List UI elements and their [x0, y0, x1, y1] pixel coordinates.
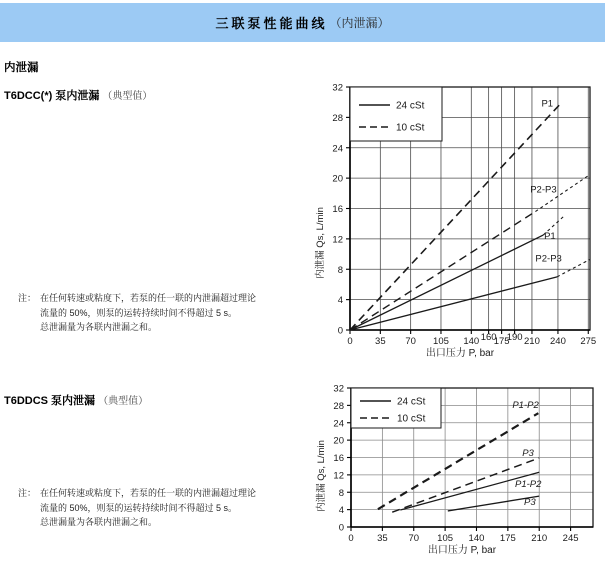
svg-text:32: 32: [333, 383, 344, 395]
svg-text:24 cSt: 24 cSt: [396, 100, 425, 112]
chart1-heading-bold: T6DCC(*) 泵内泄漏: [4, 90, 100, 102]
note-line: 在任何转速或粘度下，若泵的任一联的内泄漏超过理论: [40, 293, 257, 303]
svg-text:10 cSt: 10 cSt: [396, 122, 425, 134]
note-2-label: 注：: [18, 488, 37, 498]
svg-text:出口压力 P, bar: 出口压力 P, bar: [425, 348, 495, 359]
chart1-heading-suffix: （典型值）: [102, 91, 153, 102]
note-line: 流量的 50%，则泵的运转持续时间不得超过 5 s。: [40, 502, 238, 513]
note-line: 在任何转速或粘度下，若泵的任一联的内泄漏超过理论: [40, 488, 257, 498]
svg-text:190: 190: [506, 332, 523, 343]
svg-text:28: 28: [332, 112, 343, 124]
svg-text:0: 0: [337, 325, 343, 337]
note-2-lines: [40, 486, 256, 530]
svg-text:出口压力 P, bar: 出口压力 P, bar: [427, 545, 497, 556]
svg-text:175: 175: [499, 533, 516, 544]
svg-text:70: 70: [405, 336, 416, 347]
svg-text:24 cSt: 24 cSt: [397, 396, 426, 408]
svg-text:内泄漏 Qs, L/min: 内泄漏 Qs, L/min: [315, 207, 326, 279]
svg-text:P1: P1: [544, 230, 556, 242]
note-1-lines: [40, 291, 256, 335]
svg-text:P2-P3: P2-P3: [530, 184, 557, 196]
svg-text:8: 8: [338, 487, 344, 499]
svg-text:8: 8: [337, 264, 343, 276]
page-title: 三联泵性能曲线: [215, 16, 328, 31]
svg-text:12: 12: [332, 234, 343, 246]
svg-text:24: 24: [332, 143, 343, 155]
svg-text:20: 20: [332, 173, 343, 185]
svg-text:P1: P1: [541, 98, 554, 110]
note-line: 总泄漏量为各联内泄漏之和。: [40, 517, 158, 527]
svg-text:16: 16: [333, 453, 344, 464]
svg-text:140: 140: [468, 533, 485, 544]
svg-text:P3: P3: [522, 447, 534, 459]
svg-text:12: 12: [333, 470, 344, 482]
svg-text:P1-P2: P1-P2: [515, 479, 542, 491]
chart2-heading-bold: T6DDCS 泵内泄漏: [4, 395, 96, 407]
svg-text:P3: P3: [523, 496, 536, 508]
svg-text:32: 32: [332, 82, 343, 94]
svg-text:105: 105: [437, 533, 454, 544]
svg-text:105: 105: [433, 336, 449, 347]
svg-text:4: 4: [337, 295, 343, 307]
svg-text:0: 0: [347, 336, 353, 347]
svg-text:210: 210: [524, 336, 540, 347]
t6ddcs-leakage-chart: [312, 378, 605, 563]
note-line: 流量的 50%，则泵的运转持续时间不得超过 5 s。: [40, 307, 238, 318]
svg-text:20: 20: [333, 435, 344, 447]
chart2-heading-suffix: （典型值）: [98, 396, 149, 407]
svg-text:24: 24: [333, 418, 344, 430]
note-2: [18, 486, 256, 530]
svg-text:275: 275: [580, 336, 597, 347]
svg-text:210: 210: [531, 533, 548, 544]
svg-text:内泄漏 Qs, L/min: 内泄漏 Qs, L/min: [316, 440, 327, 512]
note-1: [18, 291, 256, 335]
svg-text:P2-P3: P2-P3: [535, 253, 562, 265]
svg-text:240: 240: [550, 336, 566, 347]
page-title-paren: （内泄漏）: [329, 16, 390, 30]
svg-text:0: 0: [338, 522, 344, 534]
svg-text:4: 4: [338, 505, 344, 517]
chart2-heading: [4, 392, 148, 408]
svg-text:0: 0: [348, 533, 354, 544]
note-line: 总泄漏量为各联内泄漏之和。: [40, 322, 158, 332]
t6dcc-leakage-chart: [312, 78, 605, 378]
svg-text:10 cSt: 10 cSt: [397, 413, 426, 425]
svg-text:P1-P2: P1-P2: [512, 399, 539, 411]
svg-text:160: 160: [480, 332, 497, 343]
svg-text:70: 70: [408, 533, 420, 544]
svg-text:28: 28: [333, 400, 344, 412]
svg-text:245: 245: [562, 533, 579, 544]
svg-text:175: 175: [493, 336, 510, 347]
note-1-label: 注：: [18, 293, 37, 303]
title-banner: [0, 3, 605, 42]
svg-text:140: 140: [463, 336, 480, 347]
section-heading: 内泄漏: [4, 62, 39, 74]
svg-text:35: 35: [377, 533, 388, 544]
svg-text:16: 16: [332, 204, 343, 215]
chart1-heading: [4, 87, 152, 103]
svg-text:35: 35: [375, 336, 386, 347]
